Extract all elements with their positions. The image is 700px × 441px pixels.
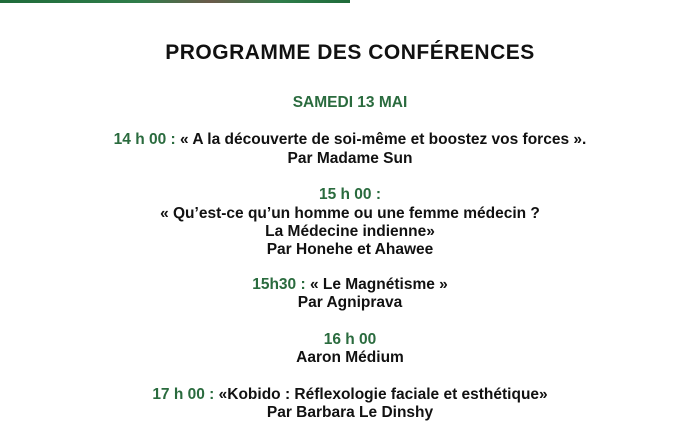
session-4-line: [0, 331, 700, 349]
session-5-line: [0, 386, 700, 404]
session-3-talk: « Le Magnétisme »: [305, 276, 448, 293]
session-3-time: 15h30 :: [252, 276, 306, 293]
session-5-talk: «Kobido : Réflexologie faciale et esthétique»: [214, 386, 548, 403]
session-4-time: 16 h 00: [323, 331, 377, 348]
top-decorative-band: [0, 0, 350, 3]
session-1-time: 14 h 00 :: [113, 131, 176, 148]
session-2-line: [0, 186, 700, 204]
session-4-speaker: Aaron Médium: [296, 349, 404, 366]
session-3-speaker: Par Agniprava: [297, 294, 403, 311]
session-2-speaker: Par Honehe et Ahawee: [266, 241, 434, 258]
session-2-talk-line2: La Médecine indienne»: [265, 223, 435, 240]
session-3-line: [0, 276, 700, 294]
session-2-time: 15 h 00 :: [318, 186, 382, 203]
session-5-speaker: Par Barbara Le Dinshy: [266, 404, 434, 421]
day-heading: SAMEDI 13 MAI: [292, 94, 408, 111]
page-title: PROGRAMME DES CONFÉRENCES: [165, 41, 535, 64]
session-1-line: [0, 131, 700, 149]
session-5-time: 17 h 00 :: [152, 386, 215, 403]
session-2-talk-line1: « Qu’est-ce qu’un homme ou une femme médecin ?: [160, 205, 540, 222]
session-1-speaker: Par Madame Sun: [287, 150, 413, 167]
session-1-talk: « A la découverte de soi-même et boostez vos forces ».: [175, 131, 587, 148]
